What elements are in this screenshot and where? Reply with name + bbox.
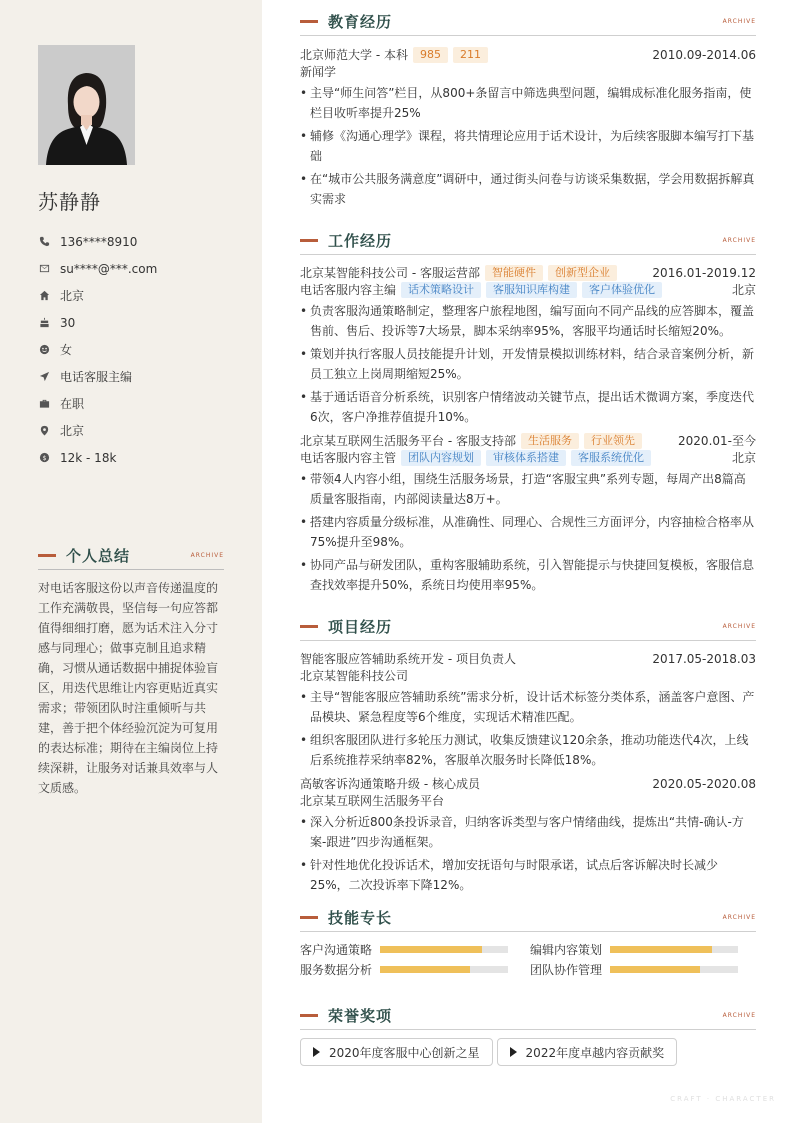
play-triangle-icon bbox=[510, 1047, 517, 1057]
skill-item bbox=[530, 940, 756, 958]
job-role-row bbox=[300, 449, 756, 466]
role-badge: 客服知识库构建 bbox=[486, 282, 577, 298]
section-accent-bar bbox=[300, 239, 318, 242]
list-item: • 主导“师生问答”栏目，从800+条留言中筛选典型问题，编辑成标准化服务指南，使栏目收听率提升25% bbox=[300, 83, 756, 123]
role-badge: 团队内容规划 bbox=[401, 450, 481, 466]
job-role: 电话客服内容主管 bbox=[300, 451, 397, 465]
list-item: • 基于通话语音分析系统，识别客户情绪波动关键节点，提出话术微调方案，季度迭代6次，客户净推荐值提升10%。 bbox=[300, 387, 756, 427]
job-city: 北京 bbox=[731, 283, 756, 297]
list-item: • 协同产品与研发团队，重构客服辅助系统，引入智能提示与快捷回复模板，客服信息查找效率提升50%，系统日均使用率95%。 bbox=[300, 555, 756, 595]
project-org-row bbox=[300, 792, 756, 809]
skill-item bbox=[530, 960, 756, 978]
major: 新闻学 bbox=[300, 65, 337, 79]
school-name: 北京师范大学 - 本科 bbox=[300, 48, 408, 62]
home-icon bbox=[38, 290, 50, 302]
skills-tag: ARCHIVE bbox=[722, 914, 756, 921]
education-row bbox=[300, 46, 756, 63]
section-accent-bar bbox=[300, 916, 318, 919]
honor-text: 2020年度客服中心创新之星 bbox=[329, 1045, 480, 1060]
company-badge: 行业领先 bbox=[584, 433, 642, 449]
skill-bar bbox=[380, 946, 508, 953]
project-name-row bbox=[300, 650, 756, 667]
skill-fill bbox=[610, 946, 712, 953]
location-row bbox=[38, 282, 238, 309]
company-badge: 生活服务 bbox=[521, 433, 579, 449]
job-company-row bbox=[300, 264, 756, 281]
list-item: • 组织客服团队进行多轮压力测试，收集反馈建议120余条，推动功能迭代4次，上线后系统推荐采纳率82%，客服单次服务时长降低18%。 bbox=[300, 730, 756, 770]
mail-icon bbox=[38, 263, 50, 275]
job-role: 电话客服内容主编 bbox=[300, 283, 397, 297]
briefcase-icon bbox=[38, 398, 50, 410]
project-name: 高敏客诉沟通策略升级 - 核心成员 bbox=[300, 777, 480, 791]
project-date: 2017.05-2018.03 bbox=[652, 651, 756, 666]
position-row bbox=[38, 363, 238, 390]
education-tag: ARCHIVE bbox=[722, 18, 756, 25]
job-entry bbox=[300, 264, 756, 427]
summary-header bbox=[38, 542, 224, 570]
watermark: CRAFT · CHARACTER bbox=[670, 1095, 776, 1103]
education-header bbox=[300, 8, 756, 36]
position-icon bbox=[38, 371, 50, 383]
school-badge: 211 bbox=[453, 47, 488, 63]
project-bullets bbox=[300, 812, 756, 895]
list-item: • 主导“智能客服应答辅助系统”需求分析，设计话术标签分类体系，涵盖客户意图、产品模块、紧急程度等6个维度，实现话术精准匹配。 bbox=[300, 687, 756, 727]
honors-list bbox=[300, 1038, 756, 1066]
position-text: 电话客服主编 bbox=[60, 370, 133, 384]
honors-tag: ARCHIVE bbox=[722, 1012, 756, 1019]
projects-tag: ARCHIVE bbox=[722, 623, 756, 630]
honor-item bbox=[300, 1038, 493, 1066]
skill-fill bbox=[380, 946, 482, 953]
skill-bar bbox=[380, 966, 508, 973]
list-item: • 在“城市公共服务满意度”调研中，通过街头问卷与访谈采集数据，学会用数据拆解真实需求 bbox=[300, 169, 756, 209]
age-row bbox=[38, 309, 238, 336]
project-org-row bbox=[300, 667, 756, 684]
project-entry bbox=[300, 650, 756, 770]
skill-name: 服务数据分析 bbox=[300, 962, 373, 977]
salary-icon bbox=[38, 452, 50, 464]
section-accent-bar bbox=[300, 625, 318, 628]
skill-fill bbox=[610, 966, 700, 973]
honors-header bbox=[300, 1002, 756, 1030]
list-item: • 负责客服沟通策略制定，整理客户旅程地图，编写面向不同产品线的应答脚本，覆盖售前、售后、投诉等7大场景，脚本采纳率95%，客服平均通话时长缩短20%。 bbox=[300, 301, 756, 341]
salary-row bbox=[38, 444, 238, 471]
svg-text:$: $ bbox=[41, 453, 47, 462]
work-section bbox=[300, 227, 756, 595]
gender-row bbox=[38, 336, 238, 363]
job-date: 2016.01-2019.12 bbox=[652, 265, 756, 280]
job-role-row bbox=[300, 281, 756, 298]
list-item: • 带领4人内容小组，围绕生活服务场景，打造“客服宝典”系列专题，每周产出8篇高质量客服指南，内部阅读量达8万+。 bbox=[300, 469, 756, 509]
skill-name: 团队协作管理 bbox=[530, 962, 603, 977]
project-name: 智能客服应答辅助系统开发 - 项目负责人 bbox=[300, 652, 516, 666]
job-bullets bbox=[300, 469, 756, 595]
job-bullets bbox=[300, 301, 756, 427]
work-header bbox=[300, 227, 756, 255]
role-badge: 客户体验优化 bbox=[582, 282, 662, 298]
role-badge: 审核体系搭建 bbox=[486, 450, 566, 466]
project-org: 北京某智能科技公司 bbox=[300, 669, 409, 683]
list-item: • 搭建内容质量分级标准，从准确性、同理心、合规性三方面评分，内容抽检合格率从75%提升至98%。 bbox=[300, 512, 756, 552]
school-badge: 985 bbox=[413, 47, 448, 63]
section-accent-bar bbox=[300, 20, 318, 23]
section-accent-bar bbox=[300, 1014, 318, 1017]
skill-name: 客户沟通策略 bbox=[300, 942, 373, 957]
phone-icon bbox=[38, 236, 50, 248]
candidate-name: 苏静静 bbox=[38, 190, 101, 214]
salary-text: 12k - 18k bbox=[60, 450, 117, 465]
work-tag: ARCHIVE bbox=[722, 237, 756, 244]
summary-title: 个人总结 bbox=[66, 547, 131, 565]
age-icon bbox=[38, 317, 50, 329]
skill-fill bbox=[380, 966, 470, 973]
job-company: 北京某互联网生活服务平台 - 客服支持部 bbox=[300, 434, 516, 448]
major-row bbox=[300, 63, 756, 80]
sidebar bbox=[0, 0, 262, 1123]
skill-bar bbox=[610, 946, 738, 953]
section-accent-bar bbox=[38, 554, 56, 557]
role-badge: 话术策略设计 bbox=[401, 282, 481, 298]
education-title: 教育经历 bbox=[328, 13, 393, 31]
honor-text: 2022年度卓越内容贡献奖 bbox=[525, 1045, 665, 1060]
list-item: • 针对性地优化投诉话术，增加安抚语句与时限承诺，试点后客诉解决时长减少25%，二次投诉率下降12%。 bbox=[300, 855, 756, 895]
company-badge: 创新型企业 bbox=[548, 265, 617, 281]
project-org: 北京某互联网生活服务平台 bbox=[300, 794, 445, 808]
education-date: 2010.09-2014.06 bbox=[652, 47, 756, 62]
skill-bar bbox=[610, 966, 738, 973]
avatar-portrait bbox=[38, 45, 135, 165]
honors-section bbox=[300, 1002, 756, 1066]
project-date: 2020.05-2020.08 bbox=[652, 776, 756, 791]
play-triangle-icon bbox=[313, 1047, 320, 1057]
skill-item bbox=[300, 960, 530, 978]
location-text: 北京 bbox=[60, 289, 85, 303]
age-text: 30 bbox=[60, 315, 76, 330]
skills-header bbox=[300, 904, 756, 932]
work-title: 工作经历 bbox=[328, 232, 393, 250]
location-icon bbox=[38, 425, 50, 437]
job-date: 2020.01-至今 bbox=[678, 434, 756, 448]
job-city: 北京 bbox=[731, 451, 756, 465]
education-section bbox=[300, 8, 756, 209]
target-city-text: 北京 bbox=[60, 424, 85, 438]
email-row bbox=[38, 255, 238, 282]
gender-icon bbox=[38, 344, 50, 356]
list-item: • 深入分析近800条投诉录音，归纳客诉类型与客户情绪曲线，提炼出“共情-确认-方案-跟进”四步沟通框架。 bbox=[300, 812, 756, 852]
gender-text: 女 bbox=[60, 343, 73, 357]
skills-grid bbox=[300, 940, 756, 978]
honors-title: 荣誉奖项 bbox=[328, 1007, 393, 1025]
job-entry bbox=[300, 432, 756, 595]
avatar bbox=[38, 45, 135, 165]
job-company-row bbox=[300, 432, 756, 449]
skill-item bbox=[300, 940, 530, 958]
phone-row bbox=[38, 228, 238, 255]
list-item: • 策划并执行客服人员技能提升计划，开发情景模拟训练材料，结合录音案例分析，新员工独立上岗周期缩短25%。 bbox=[300, 344, 756, 384]
project-entry bbox=[300, 775, 756, 895]
summary-tag: ARCHIVE bbox=[190, 552, 224, 559]
skills-title: 技能专长 bbox=[328, 909, 393, 927]
phone-text: 136****8910 bbox=[60, 234, 138, 249]
projects-title: 项目经历 bbox=[328, 618, 393, 636]
contact-info bbox=[38, 228, 238, 471]
education-bullets bbox=[300, 83, 756, 209]
company-badge: 智能硬件 bbox=[485, 265, 543, 281]
status-text: 在职 bbox=[60, 397, 85, 411]
project-name-row bbox=[300, 775, 756, 792]
role-badge: 客服系统优化 bbox=[571, 450, 651, 466]
job-company: 北京某智能科技公司 - 客服运营部 bbox=[300, 266, 480, 280]
honor-item bbox=[497, 1038, 678, 1066]
project-bullets bbox=[300, 687, 756, 770]
projects-header bbox=[300, 613, 756, 641]
skills-section bbox=[300, 904, 756, 978]
summary-text: 对电话客服这份以声音传递温度的工作充满敬畏，坚信每一句应答都值得细细打磨，愿为话术注入分寸感与同理心；做事克制且追求精确，习惯从通话数据中捕捉体验盲区，用迭代思维让内容更贴近真实需求；带领团队时注重倾听与共建，善于把个体经验沉淀为可复用的表达标准；期待在主编岗位上持续深耕，让服务对话兼具效率与人文质感。 bbox=[38, 581, 219, 795]
projects-section bbox=[300, 613, 756, 895]
list-item: • 辅修《沟通心理学》课程，将共情理论应用于话术设计，为后续客服脚本编写打下基础 bbox=[300, 126, 756, 166]
status-row bbox=[38, 390, 238, 417]
summary-section bbox=[38, 542, 224, 798]
skill-name: 编辑内容策划 bbox=[530, 942, 603, 957]
email-text: su****@***.com bbox=[60, 261, 158, 276]
target-city-row bbox=[38, 417, 238, 444]
